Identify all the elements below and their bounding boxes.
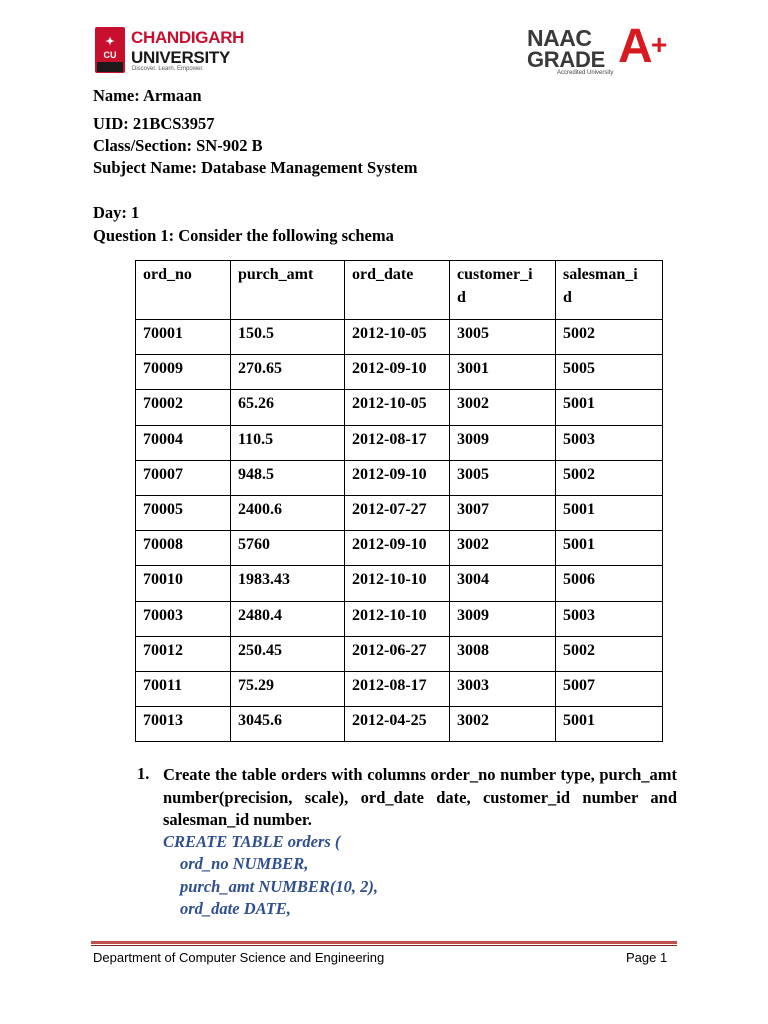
table-cell: 75.29 — [231, 671, 345, 706]
table-cell: 3009 — [450, 425, 556, 460]
table-row — [136, 425, 663, 460]
code-line: ord_no NUMBER, — [180, 854, 309, 873]
table-cell: 3004 — [450, 566, 556, 601]
orders-table — [135, 260, 663, 742]
table-cell: 2012-10-10 — [345, 566, 450, 601]
table-cell: 70008 — [136, 531, 231, 566]
table-cell: 150.5 — [231, 320, 345, 355]
column-header: salesman_i d — [556, 261, 663, 320]
table-cell: 5003 — [556, 601, 663, 636]
table-cell: 2012-10-05 — [345, 320, 450, 355]
table-cell: 2480.4 — [231, 601, 345, 636]
table-cell: 3045.6 — [231, 707, 345, 742]
table-header-row — [136, 261, 663, 320]
column-header: ord_date — [345, 261, 450, 320]
table-row — [136, 671, 663, 706]
table-cell: 5002 — [556, 636, 663, 671]
table-cell: 2012-08-17 — [345, 671, 450, 706]
column-header: purch_amt — [231, 261, 345, 320]
table-cell: 5003 — [556, 425, 663, 460]
naac-grade-logo — [527, 20, 677, 79]
table-cell: 3001 — [450, 355, 556, 390]
table-cell: 2012-09-10 — [345, 355, 450, 390]
grade-letter: A — [618, 20, 653, 73]
table-cell: 2012-04-25 — [345, 707, 450, 742]
table-row — [136, 531, 663, 566]
table-row — [136, 566, 663, 601]
table-row — [136, 355, 663, 390]
table-row — [136, 636, 663, 671]
question-text: Create the table orders with columns order_no number type, purch_amt number(precision, scale), ord_date date, customer_id number and salesman_id number. — [163, 765, 677, 829]
table-cell: 70003 — [136, 601, 231, 636]
table-cell: 3008 — [450, 636, 556, 671]
table-cell: 2012-09-10 — [345, 460, 450, 495]
table-cell: 2012-06-27 — [345, 636, 450, 671]
table-cell: 70010 — [136, 566, 231, 601]
table-cell: 5760 — [231, 531, 345, 566]
table-row — [136, 601, 663, 636]
table-row — [136, 320, 663, 355]
table-cell: 70011 — [136, 671, 231, 706]
table-cell: 3003 — [450, 671, 556, 706]
student-uid: UID: 21BCS3957 — [93, 114, 215, 133]
day-label: Day: 1 — [93, 203, 140, 222]
column-header: customer_i d — [450, 261, 556, 320]
table-row — [136, 495, 663, 530]
table-cell: 70001 — [136, 320, 231, 355]
table-cell: 3007 — [450, 495, 556, 530]
table-cell: 65.26 — [231, 390, 345, 425]
footer-rule-thin — [91, 945, 677, 946]
university-tagline: Discover. Learn. Empower. — [132, 66, 204, 72]
table-cell: 5007 — [556, 671, 663, 706]
chandigarh-university-logo — [95, 27, 245, 75]
table-cell: 2012-09-10 — [345, 531, 450, 566]
table-cell: 3005 — [450, 320, 556, 355]
code-line: purch_amt NUMBER(10, 2), — [180, 877, 379, 896]
accredited-label: Accredited University — [557, 70, 614, 76]
table-cell: 2012-07-27 — [345, 495, 450, 530]
table-cell: 3002 — [450, 531, 556, 566]
table-cell: 250.45 — [231, 636, 345, 671]
table-cell: 2012-10-05 — [345, 390, 450, 425]
cu-emblem-icon: ✦ CU — [95, 27, 125, 73]
table-cell: 110.5 — [231, 425, 345, 460]
table-cell: 5001 — [556, 707, 663, 742]
table-row — [136, 390, 663, 425]
question-number: 1. — [137, 764, 150, 783]
footer-department: Department of Computer Science and Engineering — [93, 950, 385, 965]
table-cell: 5001 — [556, 531, 663, 566]
table-cell: 270.65 — [231, 355, 345, 390]
table-cell: 70009 — [136, 355, 231, 390]
grade-label: GRADE — [527, 47, 605, 72]
student-name: Name: Armaan — [93, 86, 202, 105]
table-cell: 5005 — [556, 355, 663, 390]
table-cell: 5001 — [556, 390, 663, 425]
table-cell: 70005 — [136, 495, 231, 530]
university-name-line2: UNIVERSITY — [131, 48, 231, 67]
table-cell: 70004 — [136, 425, 231, 460]
table-cell: 2400.6 — [231, 495, 345, 530]
code-line: ord_date DATE, — [180, 899, 291, 918]
table-cell: 70007 — [136, 460, 231, 495]
table-cell: 5001 — [556, 495, 663, 530]
table-cell: 3002 — [450, 707, 556, 742]
table-cell: 5002 — [556, 460, 663, 495]
code-line: CREATE TABLE orders ( — [163, 832, 341, 851]
footer-page-number: Page 1 — [626, 950, 668, 965]
table-cell: 1983.43 — [231, 566, 345, 601]
table-cell: 3005 — [450, 460, 556, 495]
table-row — [136, 707, 663, 742]
table-cell: 70013 — [136, 707, 231, 742]
subject-name: Subject Name: Database Management System — [93, 158, 418, 177]
column-header: ord_no — [136, 261, 231, 320]
table-cell: 3009 — [450, 601, 556, 636]
table-cell: 70002 — [136, 390, 231, 425]
naac-label: NAAC — [527, 25, 592, 51]
table-cell: 2012-10-10 — [345, 601, 450, 636]
table-cell: 70012 — [136, 636, 231, 671]
table-row — [136, 460, 663, 495]
class-section: Class/Section: SN-902 B — [93, 136, 263, 155]
grade-plus: + — [651, 29, 668, 60]
university-name-line1: CHANDIGARH — [131, 28, 245, 47]
table-cell: 5002 — [556, 320, 663, 355]
table-cell: 3002 — [450, 390, 556, 425]
footer-rule — [91, 941, 677, 944]
question-heading: Question 1: Consider the following schema — [93, 226, 394, 245]
table-cell: 5006 — [556, 566, 663, 601]
table-cell: 2012-08-17 — [345, 425, 450, 460]
university-name — [131, 28, 244, 68]
table-cell: 948.5 — [231, 460, 345, 495]
